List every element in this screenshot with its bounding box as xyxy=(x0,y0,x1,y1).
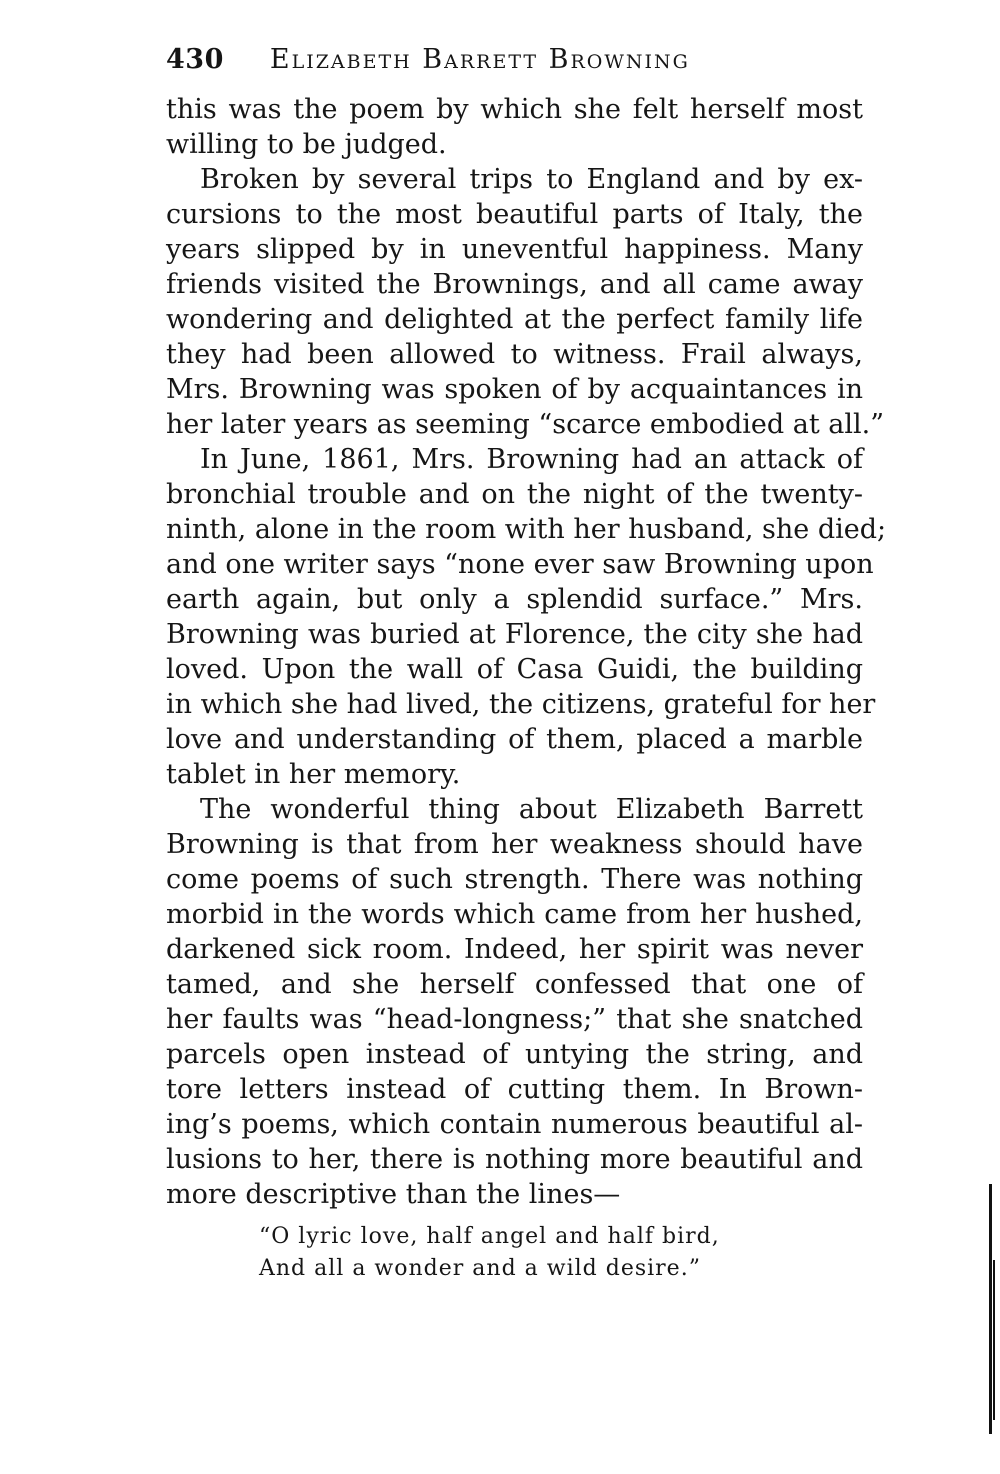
text-line: ing’s poems, which contain numerous beautiful al- xyxy=(166,1109,863,1140)
text-line: and one writer says “none ever saw Browning upon xyxy=(166,549,874,580)
text-line: her faults was “head-longness;” that she snatched xyxy=(166,1004,863,1035)
running-head xyxy=(166,40,866,80)
text-line: The wonderful thing about Elizabeth Barrett xyxy=(200,794,863,825)
text-line: this was the poem by which she felt herself most xyxy=(166,94,863,125)
text-line: come poems of such strength. There was nothing xyxy=(166,864,863,895)
running-title: Elizabeth Barrett Browning xyxy=(269,44,690,75)
text-line: more descriptive than the lines— xyxy=(166,1179,621,1210)
verse-line: “O lyric love, half angel and half bird, xyxy=(259,1224,720,1249)
text-line: friends visited the Brownings, and all came away xyxy=(166,269,863,300)
text-line: willing to be judged. xyxy=(166,129,447,160)
text-line: ninth, alone in the room with her husband, she died; xyxy=(166,514,887,545)
text-line: in which she had lived, the citizens, grateful for her xyxy=(166,689,876,720)
text-line: tamed, and she herself confessed that one of xyxy=(166,969,863,1000)
text-line: earth again, but only a splendid surface.” Mrs. xyxy=(166,584,863,615)
scan-edge-line xyxy=(993,1260,995,1420)
text-line: wondering and delighted at the perfect family life xyxy=(166,304,863,335)
text-line: Broken by several trips to England and by ex- xyxy=(200,164,863,195)
page-number: 430 xyxy=(166,44,224,75)
text-line: bronchial trouble and on the night of the twenty- xyxy=(166,479,863,510)
text-line: her later years as seeming “scarce embodied at all.” xyxy=(166,409,885,440)
text-line: darkened sick room. Indeed, her spirit was never xyxy=(166,934,863,965)
text-line: Browning is that from her weakness should have xyxy=(166,829,863,860)
text-line: cursions to the most beautiful parts of Italy, the xyxy=(166,199,863,230)
text-line: Mrs. Browning was spoken of by acquaintances in xyxy=(166,374,863,405)
text-line: love and understanding of them, placed a marble xyxy=(166,724,863,755)
text-line: morbid in the words which came from her hushed, xyxy=(166,899,863,930)
scan-edge-line xyxy=(989,1184,992,1434)
text-line: parcels open instead of untying the string, and xyxy=(166,1039,863,1070)
text-line: Browning was buried at Florence, the city she had xyxy=(166,619,863,650)
text-line: tablet in her memory. xyxy=(166,759,461,790)
text-line: they had been allowed to witness. Frail always, xyxy=(166,339,863,370)
text-line: In June, 1861, Mrs. Browning had an attack of xyxy=(200,444,863,475)
text-line: loved. Upon the wall of Casa Guidi, the building xyxy=(166,654,863,685)
text-line: tore letters instead of cutting them. In Brown- xyxy=(166,1074,863,1105)
text-line: lusions to her, there is nothing more beautiful and xyxy=(166,1144,863,1175)
verse-line: And all a wonder and a wild desire.” xyxy=(259,1256,701,1281)
text-line: years slipped by in uneventful happiness. Many xyxy=(166,234,863,265)
